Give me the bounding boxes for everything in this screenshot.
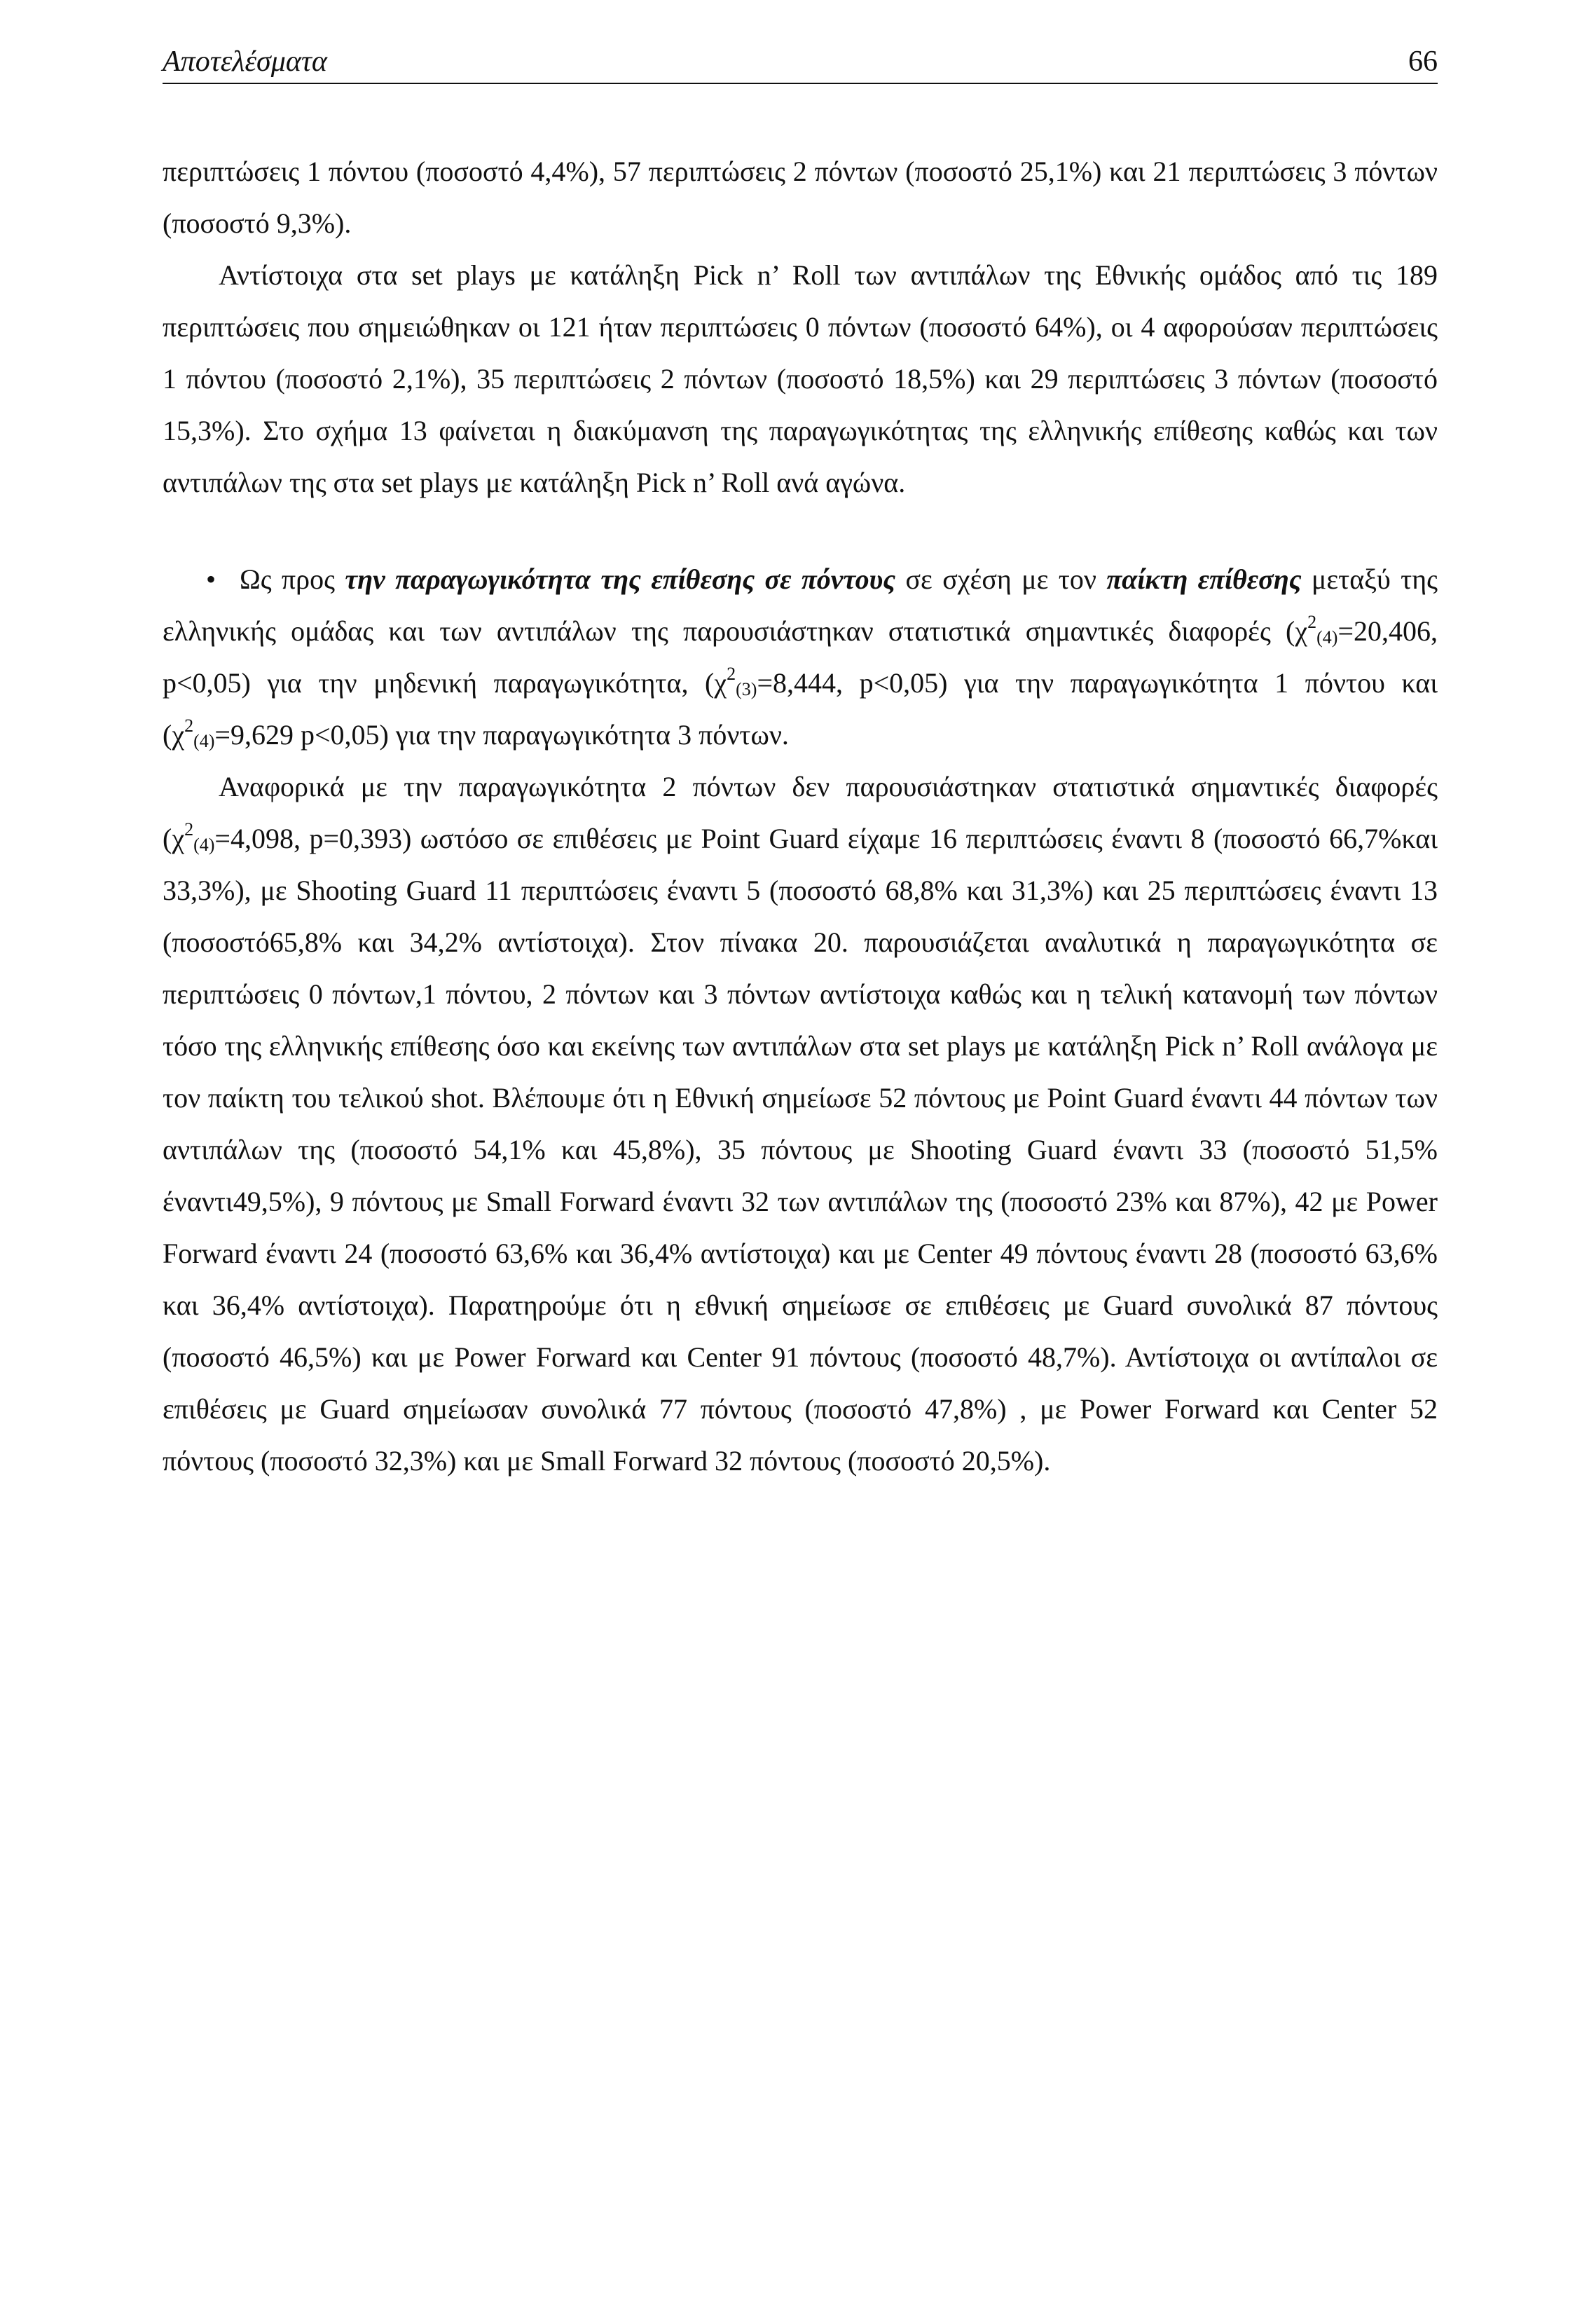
bold-phrase-attacking-player: παίκτη επίθεσης [1106, 563, 1302, 595]
document-body [163, 146, 1438, 1487]
bullet-icon: • [206, 563, 216, 595]
bullet-item-productivity [163, 554, 1438, 761]
page-number: 66 [1408, 46, 1438, 78]
page-header [163, 41, 1438, 90]
paragraph-opponents-pick-n-roll: Αντίστοιχα στα set plays με κατάληξη Pick n’ Roll των αντιπάλων της Εθνικής ομάδος από τις 189 περιπτώσεις που σημειώθηκαν οι 121 ήταν περιπτώσεις 0 πόντων (ποσοστό 64%), οι 4 αφορούσαν περιπτώσεις 1 πόντου (ποσοστό 2,1%), 35 περιπτώσεις 2 πόντων (ποσοστό 18,5%) και 29 περιπτώσεις 3 πόντων (ποσοστό 15,3%). Στο σχήμα 13 φαίνεται η διακύμανση της παραγωγικότητας της ελληνικής επίθεσης καθώς και των αντιπάλων της στα set plays με κατάληξη Pick n’ Roll ανά αγώνα. [163, 259, 1438, 498]
paragraph-continuation: περιπτώσεις 1 πόντου (ποσοστό 4,4%), 57 περιπτώσεις 2 πόντων (ποσοστό 25,1%) και 21 περιπτώσεις 3 πόντων (ποσοστό 9,3%). [163, 156, 1438, 239]
bold-phrase-productivity: την παραγωγικότητα της επίθεσης σε πόντους [345, 563, 896, 595]
paragraph-two-point-productivity: Αναφορικά με την παραγωγικότητα 2 πόντων δεν παρουσιάστηκαν στατιστικά σημαντικές διαφορές ($\chi^2_{(4)}=4,098$, p=0,393) ωστόσο σε επιθέσεις με Point Guard είχαμε 16 περιπτώσεις έναντι 8 (ποσοστό 66,7%και 33,3%), με Shooting Guard 11 περιπτώσεις έναντι 5 (ποσοστό 68,8% και 31,3%) και 25 περιπτώσεις έναντι 13 (ποσοστό65,8% και 34,2% αντίστοιχα). Στον πίνακα 20. παρουσιάζεται αναλυτικά η παραγωγικότητα σε περιπτώσεις 0 πόντων,1 πόντου, 2 πόντων και 3 πόντων αντίστοιχα καθώς και η τελική κατανομή των πόντων τόσο της ελληνικής επίθεσης όσο και εκείνης των αντιπάλων στα set plays με κατάληξη Pick n’ Roll ανάλογα με τον παίκτη του τελικού shot. Βλέπουμε ότι η Εθνική σημείωσε 52 πόντους με Point Guard έναντι 44 πόντων των αντιπάλων της (ποσοστό 54,1% και 45,8%), 35 πόντους με Shooting Guard έναντι 33 (ποσοστό 51,5% έναντι49,5%), 9 πόντους με Small Forward έναντι 32 των αντιπάλων της (ποσοστό 23% και 87%), 42 με Power Forward έναντι 24 (ποσοστό 63,6% και 36,4% αντίστοιχα) και με Center 49 πόντους έναντι 28 (ποσοστό 63,6% και 36,4% αντίστοιχα). Παρατηρούμε ότι η εθνική σημείωσε σε επιθέσεις με Guard συνολικά 87 πόντους (ποσοστό 46,5%) και με Power Forward και Center 91 πόντους (ποσοστό 48,7%). Αντίστοιχα οι αντίπαλοι σε επιθέσεις με Guard σημείωσαν συνολικά 77 πόντους (ποσοστό 47,8%) , με Power Forward και Center 52 πόντους (ποσοστό 32,3%) και με Small Forward 32 πόντους (ποσοστό 20,5%). [163, 771, 1438, 1477]
header-rule [163, 83, 1438, 84]
section-title: Αποτελέσματα [163, 46, 327, 78]
bullet-text: Ως προς την παραγωγικότητα της επίθεσης σε πόντους σε σχέση με τον παίκτη επίθεσης μεταξύ της ελληνικής ομάδας και των αντιπάλων της παρουσιάστηκαν στατιστικά σημαντικές διαφορές ($\chi^2_{(4)}=20,406$, p<0,05) για την μηδενική παραγωγικότητα, ($\chi^2_{(3)}=8,444$, p<0,05) για την παραγωγικότητα 1 πόντου και ($\chi^2_{(4)}=9,629$ p<0,05) για την παραγωγικότητα 3 πόντων. [163, 563, 1438, 751]
